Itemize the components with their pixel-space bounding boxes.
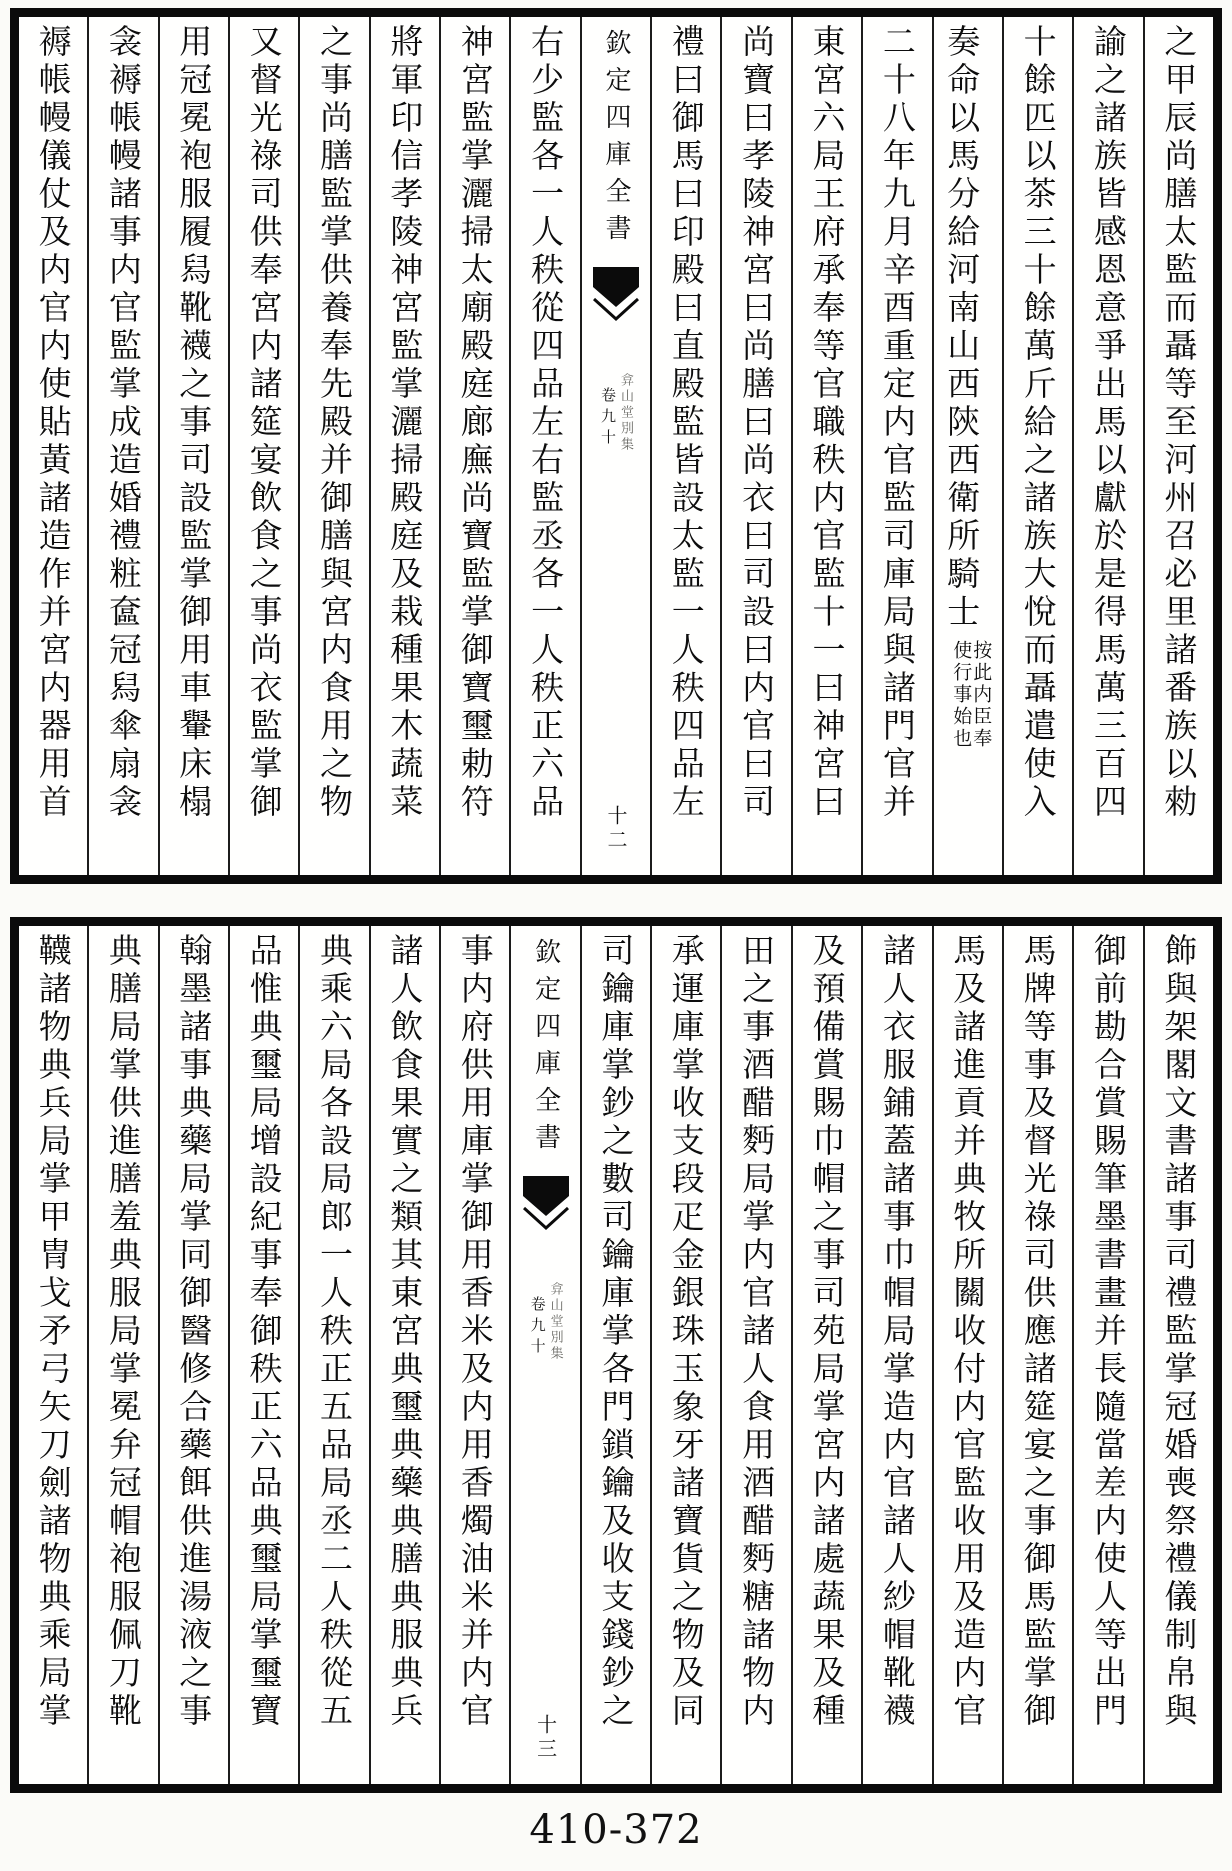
- text-column: [1145, 17, 1213, 875]
- text-column: [652, 926, 722, 1784]
- book-title: 弇山堂別集: [617, 373, 633, 453]
- text-column: [230, 926, 300, 1784]
- column-text: 典乘六局各設局郎一人秩正五品局丞二人秩從五: [315, 933, 354, 1731]
- text-column: [19, 926, 89, 1784]
- column-text: 馬牌等事及督光祿司供應諸筵宴之事御馬監掌御: [1018, 933, 1058, 1731]
- text-column: [160, 926, 230, 1784]
- column-text: 品惟典璽局增設紀事奉御秩正六品典璽局掌璽寶: [244, 933, 284, 1731]
- text-column: [19, 17, 89, 875]
- folio-number: 十二: [603, 805, 628, 853]
- column-text: [942, 24, 993, 750]
- column-text: 諭之諸族皆感恩意爭出馬以獻於是得馬萬三百四: [1088, 24, 1128, 822]
- text-column: [371, 926, 441, 1784]
- text-column: [1004, 926, 1074, 1784]
- column-text: 右少監各一人秩從四品左右監丞各一人秩正六品: [526, 24, 566, 822]
- text-column: [722, 17, 792, 875]
- column-text: 東宮六局王府承奉等官職秩内官監十一曰神宮曰: [807, 24, 847, 822]
- text-column: [441, 17, 511, 875]
- column-text: 諸人衣服鋪蓋諸事巾帽局掌造内官諸人紗帽靴襪: [877, 933, 917, 1731]
- column-text: 尚寶曰孝陵神宮曰尚膳曰尚衣曰司設曰内官曰司: [737, 24, 777, 822]
- column-text: 禮曰御馬曰印殿曰直殿監皆設太監一人秩四品左: [666, 24, 706, 822]
- column-text: 承運庫掌收支段疋金銀珠玉象牙諸寶貨之物及同: [666, 933, 706, 1731]
- text-column: [89, 17, 159, 875]
- text-column: [863, 926, 933, 1784]
- column-text: 事内府供用庫掌御用香米及内用香燭油米并内官: [455, 933, 495, 1731]
- banxin-center-column: [582, 17, 652, 875]
- text-column: [1074, 17, 1144, 875]
- column-text: 之事尚膳監掌供養奉先殿并御膳與宮内食用之物: [315, 24, 354, 822]
- text-column: [160, 17, 230, 875]
- text-column: [300, 17, 370, 875]
- column-text: 衾褥帳幔諸事内官監掌成造婚禮粧奩冠舄傘扇衾: [103, 24, 143, 822]
- juan-number: 卷九十: [598, 387, 617, 450]
- banxin-small-text: [530, 1282, 562, 1362]
- text-column: [511, 17, 581, 875]
- column-text: 翰墨諸事典藥局掌同御醫修合藥餌供進湯液之事: [174, 933, 214, 1731]
- column-text: 之甲辰尚膳太監而聶等至河州召必里諸番族以勑: [1159, 24, 1199, 822]
- book-title: 弇山堂別集: [547, 1282, 563, 1362]
- column-text: 二十八年九月辛酉重定内官監司庫局與諸門官并: [877, 24, 917, 822]
- column-text: 馬及諸進貢并典牧所關收付内官監收用及造内官: [948, 933, 988, 1731]
- banxin-small-text: [600, 373, 632, 453]
- text-column: [1074, 926, 1144, 1784]
- text-column: [230, 17, 300, 875]
- column-main-text: 奏命以馬分給河南山西陝西衛所騎士: [942, 24, 982, 632]
- column-text: 御前勘合賞賜筆墨書畫并長隨當差内使人等出門: [1088, 933, 1128, 1731]
- collection-title: 欽定四庫全書: [530, 938, 561, 1160]
- column-text: 神宮監掌灑掃太廟殿庭廊廡尚寶監掌御寶璽勅符: [455, 24, 495, 822]
- column-text: 飾與架閣文書諸事司禮監掌冠婚喪祭禮儀制帛與: [1159, 933, 1199, 1731]
- note-right-column: 按此内臣奉: [970, 640, 993, 750]
- column-text: 田之事酒醋麪局掌内官諸人食用酒醋麪糖諸物内: [737, 933, 777, 1731]
- column-text: 將軍印信孝陵神宮監掌灑掃殿庭及栽種果木蔬菜: [385, 24, 425, 822]
- text-column: [89, 926, 159, 1784]
- banxin-center-column: [511, 926, 581, 1784]
- fishtail-icon: [593, 267, 639, 329]
- column-text: 韈諸物典兵局掌甲冑戈矛弓矢刀劍諸物典乘局掌: [33, 933, 73, 1731]
- column-text: 典膳局掌供進膳羞典服局掌冕弁冠帽袍服佩刀靴: [103, 933, 143, 1731]
- juan-number: 卷九十: [528, 1296, 547, 1359]
- fishtail-icon: [523, 1176, 569, 1238]
- interlinear-note: [950, 640, 993, 750]
- text-column: [652, 17, 722, 875]
- text-column: [441, 926, 511, 1784]
- text-column-with-note: [934, 17, 1004, 875]
- note-left-column: 使行事始也: [950, 640, 973, 750]
- folio-number: 十三: [533, 1714, 558, 1762]
- text-column: [1004, 17, 1074, 875]
- collection-title: 欽定四庫全書: [600, 29, 631, 251]
- text-column: [934, 926, 1004, 1784]
- text-column: [793, 926, 863, 1784]
- text-column: [371, 17, 441, 875]
- plate-number: 410-372: [529, 1807, 703, 1853]
- text-column: [1145, 926, 1213, 1784]
- page-frame-bottom: [10, 917, 1222, 1793]
- page-frame-top: [10, 8, 1222, 884]
- text-column: [300, 926, 370, 1784]
- text-column: [722, 926, 792, 1784]
- text-column: [793, 17, 863, 875]
- column-text: 司鑰庫掌鈔之數司鑰庫掌各門鎖鑰及收支錢鈔之: [596, 933, 636, 1731]
- column-text: 及預備賞賜巾帽之事司苑局掌宮内諸處蔬果及種: [807, 933, 847, 1731]
- column-text: 十餘匹以茶三十餘萬斤給之諸族大悅而聶遣使入: [1018, 24, 1058, 822]
- text-column: [582, 926, 652, 1784]
- column-text: 又督光祿司供奉宮内諸筵宴飲食之事尚衣監掌御: [244, 24, 284, 822]
- page-footer: [10, 1793, 1222, 1871]
- text-column: [863, 17, 933, 875]
- column-text: 褥帳幔儀仗及内官内使貼黃諸造作并宮内器用首: [33, 24, 73, 822]
- column-text: 諸人飲食果實之類其東宮典璽典藥典膳典服典兵: [385, 933, 425, 1731]
- column-text: 用冠冕袍服履舄靴襪之事司設監掌御用車轝床榻: [174, 24, 214, 822]
